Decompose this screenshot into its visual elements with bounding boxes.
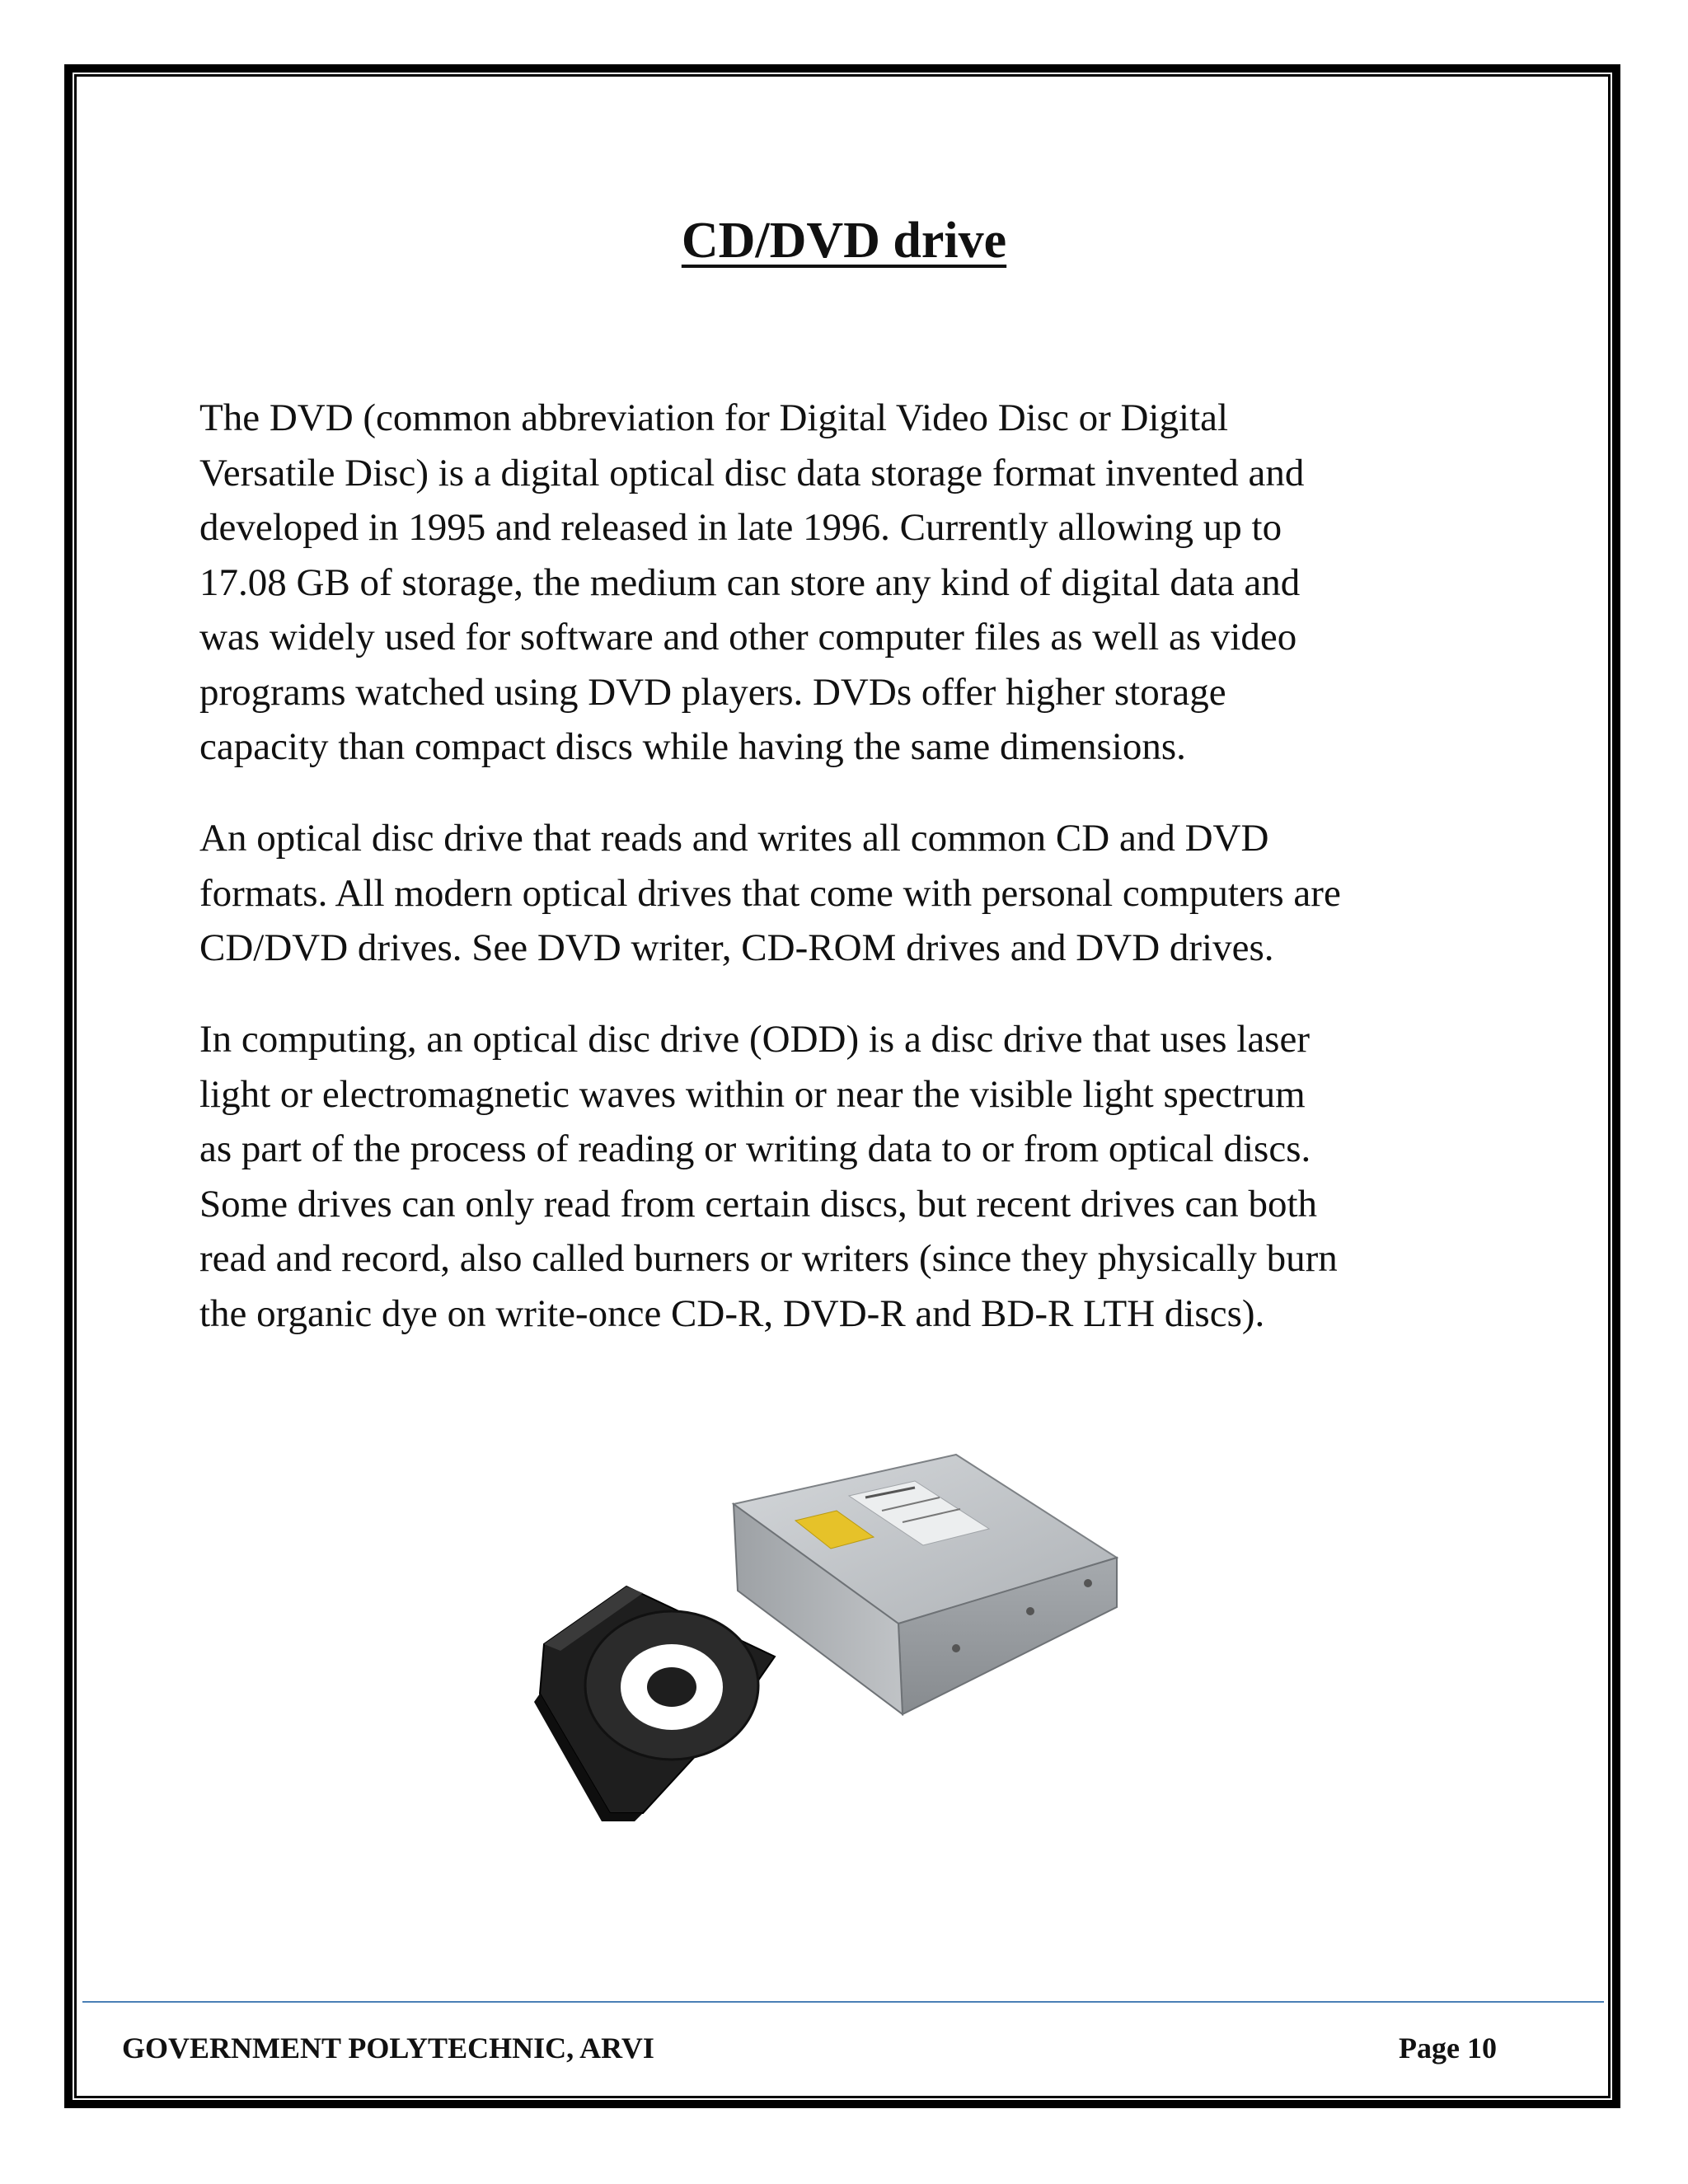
paragraph-line: developed in 1995 and released in late 1996. Currently allowing up to	[199, 506, 1282, 549]
screw-hole	[1026, 1607, 1034, 1615]
footer-rule	[82, 2001, 1604, 2003]
screw-hole	[952, 1644, 960, 1652]
paragraph-line: An optical disc drive that reads and writes all common CD and DVD	[199, 817, 1269, 860]
paragraph-dvd-definition	[199, 391, 1518, 775]
paragraph-odd-computing	[199, 1012, 1518, 1341]
optical-drive-icon	[528, 1446, 1121, 1858]
paragraph-line: the organic dye on write-once CD-R, DVD-R and BD-R LTH discs).	[199, 1291, 1265, 1335]
paragraph-line: light or electromagnetic waves within or near the visible light spectrum	[199, 1072, 1306, 1116]
page-title-text: CD/DVD drive	[681, 213, 1007, 269]
page-title	[0, 209, 1688, 272]
paragraph-line: In computing, an optical disc drive (ODD) is a disc drive that uses laser	[199, 1018, 1310, 1061]
paragraph-line: Some drives can only read from certain discs, but recent drives can both	[199, 1182, 1318, 1226]
paragraph-line: CD/DVD drives. See DVD writer, CD-ROM drives and DVD drives.	[199, 926, 1274, 969]
screw-hole	[1084, 1579, 1092, 1587]
paragraph-line: formats. All modern optical drives that come with personal computers are	[199, 871, 1341, 915]
paragraph-line: capacity than compact discs while having the same dimensions.	[199, 725, 1186, 768]
footer-page-number: Page 10	[1399, 2032, 1497, 2064]
paragraph-line: as part of the process of reading or writing data to or from optical discs.	[199, 1127, 1311, 1170]
footer-institution: GOVERNMENT POLYTECHNIC, ARVI	[122, 2032, 654, 2064]
paragraph-line: 17.08 GB of storage, the medium can store any kind of digital data and	[199, 560, 1301, 604]
paragraph-line: Versatile Disc) is a digital optical disc data storage format invented and	[199, 451, 1305, 494]
paragraph-line: read and record, also called burners or writers (since they physically burn	[199, 1237, 1338, 1280]
paragraph-line: programs watched using DVD players. DVDs offer higher storage	[199, 670, 1226, 714]
spindle	[647, 1667, 696, 1707]
paragraph-optical-drive-formats	[199, 811, 1518, 976]
paragraph-line: The DVD (common abbreviation for Digital Video Disc or Digital	[199, 396, 1229, 439]
paragraph-line: was widely used for software and other computer files as well as video	[199, 616, 1297, 658]
